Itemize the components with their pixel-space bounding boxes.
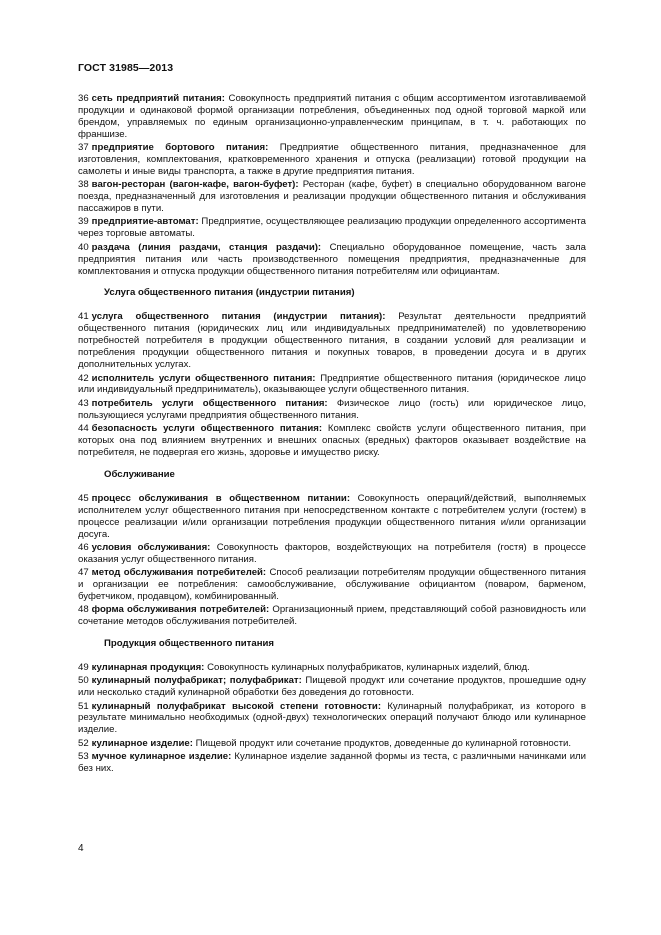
- term-entry: [78, 751, 586, 775]
- term-definition: Кулинарный полуфабрикат, из которого в результате минимально необходимых (одной-двух) технологических операций получают блюдо или кулинарное изделие.: [78, 700, 586, 736]
- term-name: предприятие-автомат:: [91, 216, 199, 228]
- term-entry: [78, 142, 586, 178]
- term-name: условия обслуживания:: [91, 541, 211, 553]
- term-name: предприятие бортового питания:: [91, 142, 269, 154]
- term-number: 47: [78, 567, 89, 579]
- term-number: 43: [78, 397, 89, 409]
- term-entry: [78, 604, 586, 628]
- term-definition: Совокупность кулинарных полуфабрикатов, кулинарных изделий, блюд.: [207, 662, 530, 674]
- term-name: метод обслуживания потребителей:: [91, 567, 267, 579]
- term-entry: [78, 738, 586, 750]
- term-number: 45: [78, 492, 89, 504]
- term-name: раздача (линия раздачи, станция раздачи):: [91, 241, 322, 253]
- term-entry: [78, 567, 586, 603]
- term-name: форма обслуживания потребителей:: [91, 604, 270, 616]
- term-number: 40: [78, 241, 89, 253]
- term-definition: Предприятие, осуществляющее реализацию продукции определенного ассортимента через торговые автоматы.: [78, 216, 586, 240]
- section-heading: Услуга общественного питания (индустрии питания): [104, 287, 355, 299]
- term-definition: Результат деятельности предприятий общественного питания (юридических лиц или индивидуальных предпринимателей) по удовлетворению потребностей потребителя в продукции общественного питания, в создании условий для реализации и потребления продукции общественного питания и покупных товаров, в проведении досуга и в других дополнительных услугах.: [78, 311, 586, 371]
- document-header: ГОСТ 31985—2013: [78, 62, 174, 74]
- term-definition: Комплекс свойств услуги общественного питания, при которых она под влиянием внутренних и внешних опасных (вредных) факторов оказывает воздействие на потребителя, не подвергая его жизнь, здоровье и имущество риску.: [78, 422, 586, 458]
- term-number: 46: [78, 541, 89, 553]
- term-entry: [78, 216, 586, 240]
- term-entry: [78, 311, 586, 371]
- term-definition: Совокупность операций/действий, выполняемых исполнителем услуг общественного питания при непосредственном контакте с потребителем услуги (гостем) в процессе реализации и/или организации потребления продукции общественного питания и/или организации досуга.: [78, 492, 586, 540]
- term-entry: [78, 662, 586, 674]
- term-definition: Совокупность предприятий питания с общим ассортиментом изготавливаемой продукции и одинаковой формой организации потребления, объединенных под одной торговой маркой или брендом, управляемых по единым организационно-управленческим принципам, в т. ч. работающих по франшизе.: [78, 93, 586, 140]
- section-heading: Продукция общественного питания: [104, 638, 274, 650]
- term-entry: [78, 493, 586, 541]
- term-definition: Предприятие общественного питания, предназначенное для изготовления, комплектования, кратковременного хранения и отпуска (реализации) готовой продукции на самолеты и иные виды транспорта, а также в другие предприятия питания.: [78, 142, 586, 178]
- term-name: услуга общественного питания (индустрии питания):: [91, 311, 386, 323]
- term-entry: [78, 242, 586, 278]
- term-name: потребитель услуги общественного питания:: [91, 397, 328, 409]
- term-number: 50: [78, 675, 89, 687]
- term-definition: Ресторан (кафе, буфет) в специально оборудованном вагоне поезда, предназначенный для изготовления и реализации продукции общественного питания и обслуживания пассажиров в пути.: [78, 179, 586, 215]
- section-heading: Обслуживание: [104, 468, 175, 480]
- term-definition: Пищевой продукт или сочетание продуктов, прошедшие одну или несколько стадий кулинарной обработки без доведения до готовности.: [78, 675, 586, 699]
- term-definition: Предприятие общественного питания (юридическое лицо или индивидуальный предприниматель), оказывающее услуги общественного питания.: [78, 372, 586, 396]
- term-number: 39: [78, 216, 89, 228]
- term-entry: [78, 675, 586, 699]
- term-number: 49: [78, 662, 89, 674]
- term-name: кулинарная продукция:: [91, 662, 205, 674]
- term-name: вагон-ресторан (вагон-кафе, вагон-буфет):: [91, 179, 299, 191]
- terms-list: [78, 93, 586, 776]
- term-number: 53: [78, 750, 89, 762]
- term-number: 36: [78, 93, 89, 104]
- term-definition: Способ реализации потребителям продукции общественного питания и организации ее потребления: самообслуживание, обслуживание официантом (поваром, барменом, буфетчиком, продавцом), комбинированный.: [78, 567, 587, 602]
- term-definition: Кулинарное изделие заданной формы из теста, с различными начинками или без них.: [78, 750, 587, 774]
- term-name: процесс обслуживания в общественном питании:: [91, 492, 351, 504]
- term-entry: [78, 373, 586, 397]
- term-entry: [78, 423, 586, 459]
- term-definition: Пищевой продукт или сочетание продуктов, доведенные до кулинарной готовности.: [195, 737, 571, 749]
- term-entry: [78, 179, 586, 215]
- term-number: 44: [78, 422, 89, 434]
- term-name: кулинарный полуфабрикат высокой степени готовности:: [91, 700, 382, 712]
- term-number: 37: [78, 142, 89, 154]
- term-name: мучное кулинарное изделие:: [91, 750, 232, 762]
- term-definition: Физическое лицо (гость) или юридическое лицо, пользующиеся услугами предприятия общественного питания.: [78, 397, 587, 421]
- term-entry: [78, 542, 586, 566]
- term-number: 52: [78, 737, 89, 749]
- term-name: кулинарное изделие:: [91, 737, 193, 749]
- term-definition: Организационный прием, представляющий собой разновидность или сочетание методов обслуживания потребителей.: [78, 604, 586, 628]
- term-definition: Специально оборудованное помещение, часть зала предприятия питания или часть производственного помещения предприятия, предназначенные для комплектования и отпуска продукции общественного питания потребителям или официантам.: [78, 241, 586, 277]
- term-entry: [78, 398, 586, 422]
- term-number: 48: [78, 604, 89, 616]
- term-name: безопасность услуги общественного питания:: [91, 422, 323, 434]
- term-number: 51: [78, 700, 89, 712]
- term-number: 42: [78, 372, 89, 384]
- term-name: сеть предприятий питания:: [91, 93, 225, 104]
- term-number: 41: [78, 311, 89, 323]
- page-number: 4: [78, 843, 84, 854]
- term-definition: Совокупность факторов, воздействующих на потребителя (гостя) в процессе оказания услуг общественного питания.: [78, 541, 587, 565]
- term-entry: [78, 93, 586, 141]
- term-entry: [78, 701, 586, 737]
- term-number: 38: [78, 179, 89, 191]
- term-name: исполнитель услуги общественного питания:: [91, 372, 316, 384]
- term-name: кулинарный полуфабрикат; полуфабрикат:: [91, 675, 302, 687]
